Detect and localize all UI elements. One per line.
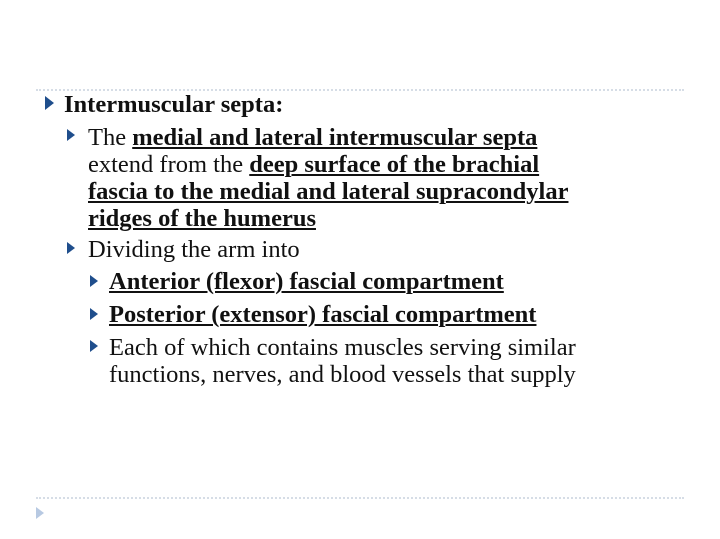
bottom-divider [36,497,684,499]
item1-line4: ridges of the humerus [88,205,316,232]
item1-mid: extend from the [88,151,250,178]
triangle-bullet-icon [90,308,98,320]
next-slide-arrow-icon[interactable] [36,507,44,519]
item1-line3: fascia to the medial and lateral supracondylar [88,178,569,205]
triangle-bullet-icon [67,242,75,254]
term-deep-surface: deep surface of the brachial [249,151,540,178]
anterior-compartment: Anterior (flexor) fascial compartment [109,268,504,295]
item1-line2 [88,151,539,179]
triangle-bullet-icon [45,96,54,110]
triangle-bullet-icon [90,275,98,287]
sub3-line2: functions, nerves, and blood vessels that supply [109,361,576,388]
heading-intermuscular-septa: Intermuscular septa: [64,91,284,118]
triangle-bullet-icon [67,129,75,141]
sub3-line1: Each of which contains muscles serving similar [109,334,576,361]
posterior-compartment: Posterior (extensor) fascial compartment [109,301,537,328]
triangle-bullet-icon [90,340,98,352]
item1-prefix: The [88,124,133,151]
item2-text: Dividing the arm into [88,236,300,263]
item1-line1 [88,124,537,152]
term-medial-lateral-septa: medial and lateral intermuscular septa [132,124,538,151]
